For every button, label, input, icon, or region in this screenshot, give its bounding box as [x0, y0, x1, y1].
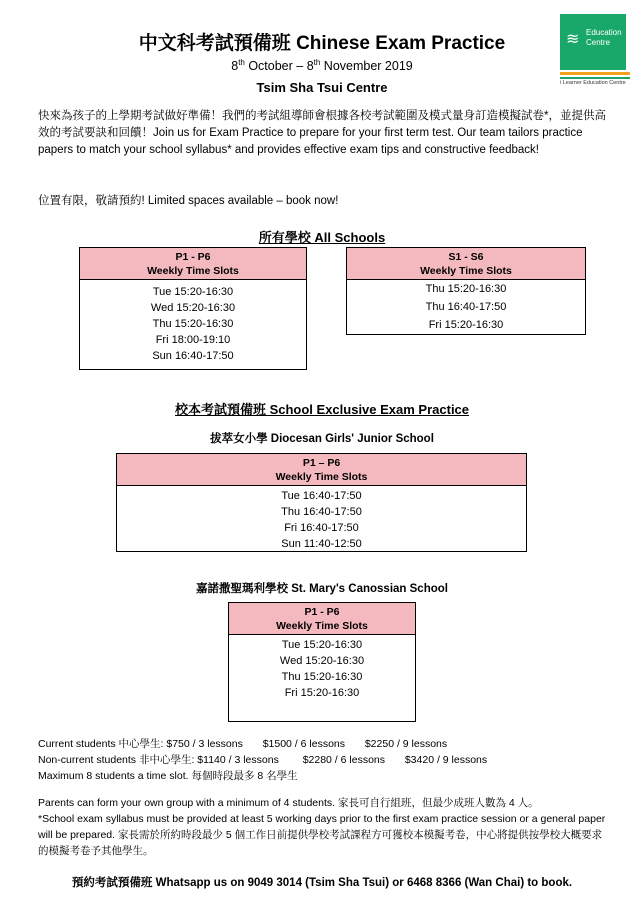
time-slot: Fri 15:20-16:30 — [284, 687, 360, 699]
booking-footer: 預約考試預備班 Whatsapp us on 9049 3014 (Tsim Sha Tsui) or 6468 8366 (Wan Chai) to book. — [71, 877, 573, 889]
pricing-current: Current students 中心學生: $750 / 3 lessons $1500 / 6 lessons $2250 / 9 lessons — [38, 738, 448, 750]
pricing — [38, 736, 487, 784]
smcs-slots — [229, 635, 415, 701]
limited-spaces-note: 位置有限，敬請預約! Limited spaces available – book now! — [38, 195, 339, 207]
time-slot: Fri 18:00-19:10 — [155, 334, 231, 346]
time-slot: Fri 15:20-16:30 — [428, 319, 504, 331]
time-slot: Sun 11:40-12:50 — [281, 538, 362, 550]
notes — [38, 795, 610, 859]
time-slot: Thu 15:20-16:30 — [425, 283, 507, 295]
smcs-table-header: P1 - P6 Weekly Time Slots — [229, 603, 415, 635]
centre-name: Tsim Sha Tsui Centre — [256, 80, 388, 95]
logo-box — [560, 14, 626, 70]
date-range: 8th October – 8th November 2019 — [231, 58, 413, 74]
time-slot: Wed 15:20-16:30 — [279, 655, 365, 667]
time-slot: Tue 15:20-16:30 — [281, 639, 363, 651]
secondary-table-header: S1 - S6 Weekly Time Slots — [347, 248, 585, 280]
time-slot: Tue 16:40-17:50 — [281, 490, 362, 502]
time-slot: Sun 16:40-17:50 — [152, 350, 234, 362]
all-schools-heading: 所有學校 All Schools — [258, 230, 386, 245]
exclusive-heading: 校本考試預備班 School Exclusive Exam Practice — [174, 402, 470, 417]
intro-paragraph: 快來為孩子的上學期考試做好準備！我們的考試組導師會根據各校考試範圍及模式量身訂造模擬試卷*，並提供高效的考試要訣和回饋！Join us for Exam Practice to prepare for your first term test. Our team tailors practice papers to match your school syllabus* and provides effective exam tips and constructive feedback! — [38, 110, 606, 156]
logo-subtitle: i Learner Education Centre — [560, 80, 626, 86]
time-slot: Thu 15:20-16:30 — [281, 671, 363, 683]
logo-swoosh-icon: ≋ — [566, 31, 580, 48]
note-syllabus: *School exam syllabus must be provided at least 5 working days prior to the first exam practice session or a general paper will be prepared. 家長需於所約時段最少 5 個工作日前提供學校考試課程方可獲校本模擬考卷，中心將提供按學校大概要求的模擬考卷予其他學生。 — [38, 813, 606, 857]
pricing-max: Maximum 8 students a time slot. 每個時段最多 8 名學生 — [38, 770, 298, 782]
time-slot: Fri 16:40-17:50 — [284, 522, 359, 534]
logo-text: Education Centre — [586, 28, 622, 47]
school-name-smcs: 嘉諾撒聖瑪利學校 St. Mary's Canossian School — [196, 583, 448, 595]
dgjs-timetable — [116, 453, 527, 552]
time-slot: Tue 15:20-16:30 — [152, 286, 234, 298]
secondary-timetable — [346, 247, 586, 335]
secondary-slots — [347, 280, 585, 334]
time-slot: Thu 15:20-16:30 — [152, 318, 234, 330]
school-name-dgjs: 拔萃女小學 Diocesan Girls' Junior School — [210, 433, 434, 445]
logo-strip — [560, 72, 630, 75]
page-title: 中文科考試預備班 Chinese Exam Practice — [138, 33, 506, 54]
primary-table-header: P1 - P6 Weekly Time Slots — [80, 248, 306, 280]
time-slot: Thu 16:40-17:50 — [281, 506, 362, 518]
logo — [560, 14, 630, 94]
time-slot: Thu 16:40-17:50 — [425, 301, 507, 313]
smcs-timetable — [228, 602, 416, 722]
pricing-noncurrent: Non-current students 非中心學生: $1140 / 3 lessons $2280 / 6 lessons $3420 / 9 lessons — [38, 754, 488, 766]
note-group: Parents can form your own group with a minimum of 4 students. 家長可自行組班，但最少成班人數為 4 人。 — [38, 797, 539, 809]
logo-strip-green — [560, 77, 630, 79]
dgjs-slots — [117, 486, 526, 552]
time-slot: Wed 15:20-16:30 — [150, 302, 236, 314]
primary-timetable — [79, 247, 307, 370]
dgjs-table-header: P1 – P6 Weekly Time Slots — [117, 454, 526, 486]
primary-slots — [80, 280, 306, 364]
